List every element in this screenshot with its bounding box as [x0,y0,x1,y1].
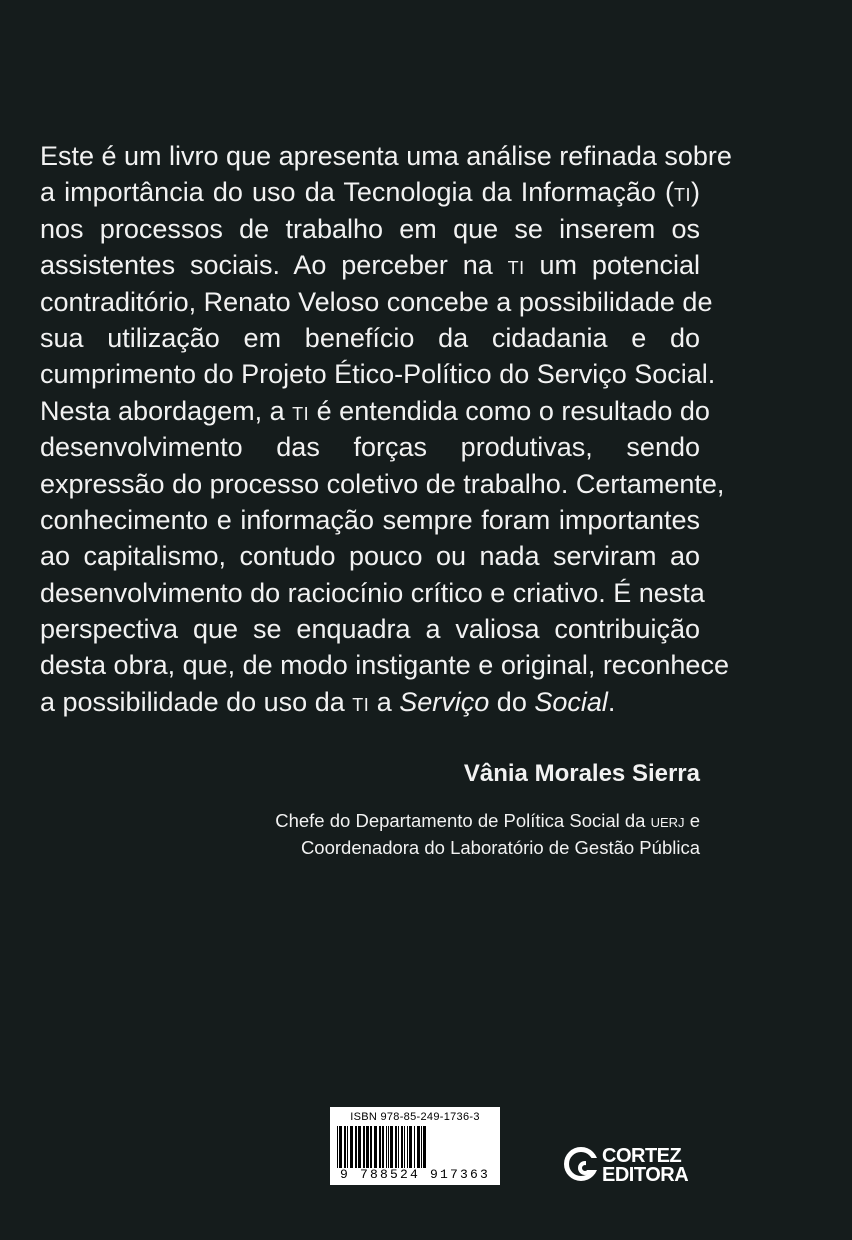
barcode-bar [401,1126,403,1168]
blurb-line: expressão do processo coletivo de trabalho. Certamente, [40,468,725,499]
blurb-line: ao capitalismo, contudo pouco ou nada serviram ao [40,541,700,572]
author-affiliation [275,808,700,860]
barcode-bar [347,1126,348,1168]
publisher-name-line-2: EDITORA [602,1164,689,1186]
blurb-line: sua utilização em benefício da cidadania e do [40,322,700,353]
barcode-bar [395,1126,397,1168]
barcode-bar [355,1126,357,1168]
affiliation-line-1: Chefe do Departamento de Política Social da UERJ e [275,810,700,831]
publisher-name-line-1: CORTEZ [602,1145,682,1167]
barcode-bar [344,1126,346,1168]
blurb-line: desta obra, que, de modo instigante e original, reconhece [40,650,729,681]
blurb-line: Nesta abordagem, a TI é entendida como o resultado do [40,395,710,426]
publisher-logo [560,1143,710,1193]
barcode-bar [382,1126,384,1168]
barcode-bar [374,1126,377,1168]
barcode-bar [423,1126,426,1168]
barcode-bar [386,1126,387,1168]
blurb-line: a importância do uso da Tecnologia da Informação (TI) [40,177,700,208]
barcode-bar [417,1126,420,1168]
barcode-bar [398,1126,399,1168]
blurb-line: contraditório, Renato Veloso concebe a possibilidade de [40,286,713,317]
barcode-bar [404,1126,405,1168]
blurb-line: desenvolvimento do raciocínio crítico e criativo. É nesta [40,577,705,608]
barcode-bar [407,1126,408,1168]
barcode-bar [358,1126,361,1168]
blurb-line: assistentes sociais. Ao perceber na TI um potencial [40,250,701,281]
blurb-last-line: a possibilidade do uso da TI a Serviço do Social. [40,686,616,717]
blurb-line: cumprimento do Projeto Ético-Político do Serviço Social. [40,359,716,390]
barcode-bar [414,1126,415,1168]
barcode-bar [350,1126,353,1168]
blurb-line: perspectiva que se enquadra a valiosa contribuição [40,614,700,645]
barcode-bar [388,1126,389,1168]
blurb-line: conhecimento e informação sempre foram importantes [40,504,700,535]
blurb-line: desenvolvimento das forças produtivas, sendo [40,432,700,463]
affiliation-line-2: Coordenadora do Laboratório de Gestão Pública [300,837,700,858]
barcode-bar [409,1126,412,1168]
barcode-bars [335,1126,495,1168]
blurb-text [40,138,732,720]
barcode-bar [421,1126,422,1168]
barcode-bar [337,1126,338,1168]
author-name: Vânia Morales Sierra [463,760,700,787]
isbn-label: ISBN 978-85-249-1736-3 [350,1111,480,1123]
barcode-bar [339,1126,342,1168]
barcode-bar [379,1126,381,1168]
blurb-line: nos processos de trabalho em que se inserem os [40,213,700,244]
barcode-bar [390,1126,393,1168]
blurb-line: Este é um livro que apresenta uma análise refinada sobre [40,141,732,171]
barcode-bar [363,1126,365,1168]
barcode-bar [370,1126,372,1168]
barcode-digits: 9 788524 917363 [339,1167,491,1182]
isbn-barcode [330,1107,500,1185]
barcode-bar [366,1126,369,1168]
